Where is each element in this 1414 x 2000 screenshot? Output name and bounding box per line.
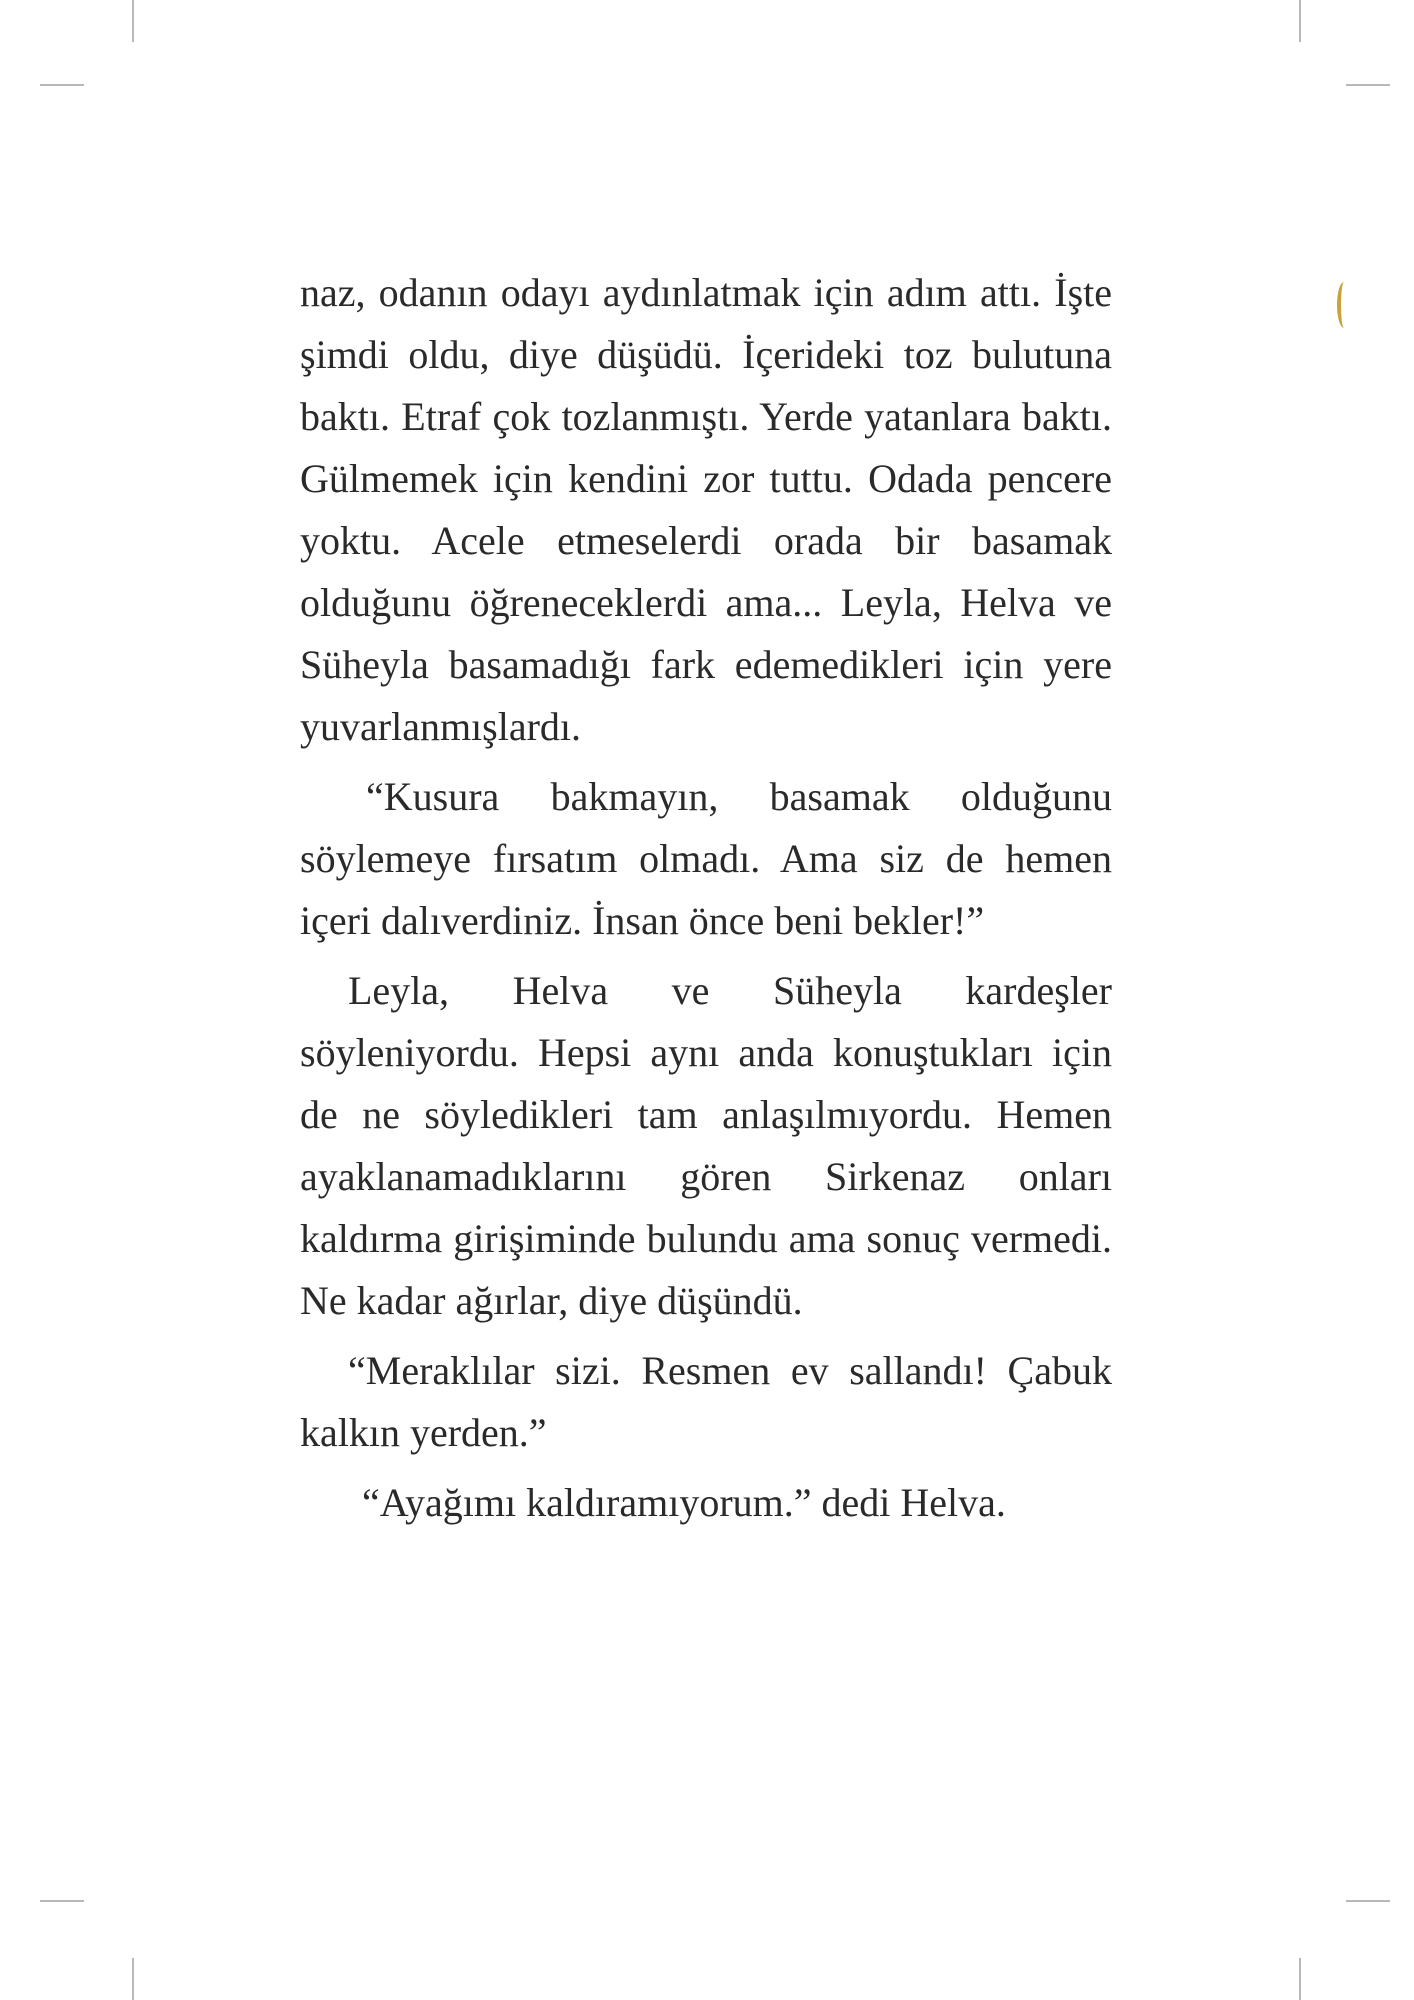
crop-mark-top-left [132, 0, 134, 42]
crop-mark-bottom-right [1299, 1958, 1301, 2000]
paragraph-3: Leyla, Helva ve Süheyla kardeşler söyleniyordu. Hepsi aynı anda konuştukları için de ne söyledikleri tam anlaşılmıyordu. Hemen ayaklanamadıklarını gören Sirkenaz onları kaldırma girişiminde bulundu ama sonuç vermedi. Ne kadar ağırlar, diye düşündü. [300, 968, 1112, 1323]
paragraph-2: “Kusura bakmayın, basamak olduğunu söylemeye fırsatım olmadı. Ama siz de hemen içeri dalıverdiniz. İnsan önce beni bekler!” [300, 774, 1112, 943]
crop-mark-left-top [40, 84, 84, 86]
crop-mark-left-bottom [40, 1900, 84, 1902]
bookmark-mark [1337, 282, 1351, 328]
crop-mark-top-right [1299, 0, 1301, 42]
paragraph-4: “Meraklılar sizi. Resmen ev sallandı! Çabuk kalkın yerden.” [300, 1348, 1112, 1455]
crop-mark-right-top [1346, 84, 1390, 86]
crop-mark-right-bottom [1346, 1900, 1390, 1902]
paragraph-5: “Ayağımı kaldıramıyorum.” dedi Helva. [362, 1480, 1006, 1525]
paragraph-1: naz, odanın odayı aydınlatmak için adım attı. İşte şimdi oldu, diye düşüdü. İçerideki toz bulutuna baktı. Etraf çok tozlanmıştı. Yerde yatanlara baktı. Gülmemek için kendini zor tuttu. Odada pencere yoktu. Acele etmeselerdi orada bir basamak olduğunu öğreneceklerdi ama... Leyla, Helva ve Süheyla basamadığı fark edemedikleri için yere yuvarlanmışlardı. [300, 270, 1112, 749]
page-body [300, 262, 1112, 1534]
crop-mark-bottom-left [132, 1958, 134, 2000]
